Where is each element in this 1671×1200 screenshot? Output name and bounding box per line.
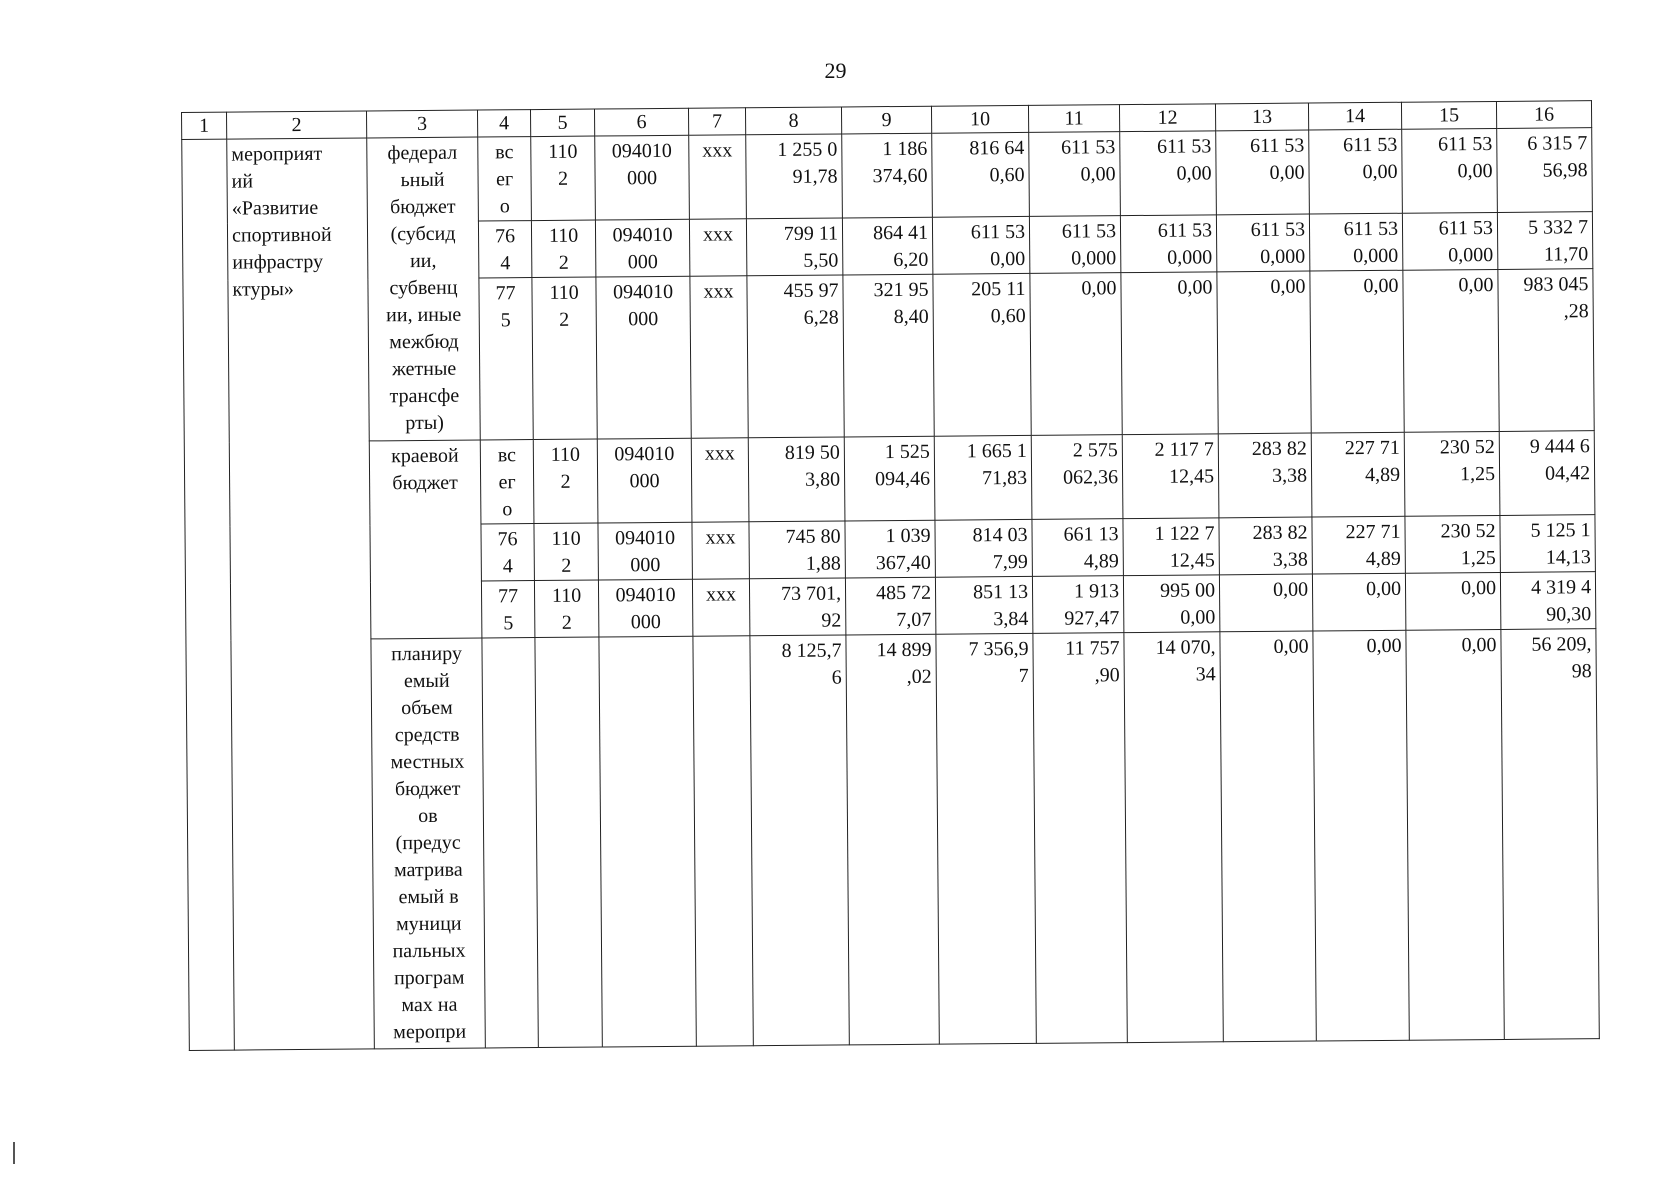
table-row (184, 431, 1595, 527)
value-cell: 0,00 (1406, 629, 1504, 1040)
source-regional-cell: краевой бюджет (369, 440, 482, 639)
value-cell: 611 53 0,000 (1029, 216, 1120, 274)
row-number-cell (182, 139, 235, 1050)
header-cell: 15 (1401, 101, 1496, 129)
grbs-cell: 77 5 (481, 581, 534, 638)
value-cell: 0,00 (1405, 572, 1500, 630)
section-cell: 110 2 (531, 220, 595, 278)
value-cell: 864 41 6,20 (842, 217, 932, 275)
value-cell: 0,00 (1030, 273, 1122, 436)
section-cell (535, 637, 602, 1048)
value-cell: 321 95 8,40 (843, 274, 934, 437)
value-cell: 0,00 (1121, 272, 1218, 435)
header-cell: 5 (530, 109, 594, 137)
target-article-cell: 094010 000 (598, 522, 692, 580)
value-cell: 745 80 1,88 (749, 521, 845, 579)
value-cell: 0,00 (1313, 630, 1409, 1041)
value-cell: 1 122 7 12,45 (1123, 518, 1219, 576)
expense-type-cell: ххх (692, 579, 749, 636)
target-article-cell: 094010 000 (595, 135, 690, 220)
value-cell: 14 070, 34 (1124, 632, 1223, 1043)
value-cell: 14 899 ,02 (846, 634, 939, 1045)
value-cell: 56 209, 98 (1501, 629, 1599, 1040)
target-article-cell: 094010 000 (598, 579, 692, 637)
section-cell: 110 2 (533, 439, 598, 524)
expense-type-cell: ххх (689, 219, 746, 276)
value-cell: 6 315 7 56,98 (1497, 128, 1593, 213)
section-cell: 110 2 (531, 136, 596, 221)
scan-margin-mark (13, 1142, 15, 1164)
target-article-cell: 094010 000 (597, 438, 692, 523)
expense-type-cell (693, 636, 753, 1046)
value-cell: 2 117 7 12,45 (1122, 434, 1219, 519)
value-cell: 611 53 0,000 (1120, 215, 1216, 273)
value-cell: 1 525 094,46 (844, 436, 935, 521)
header-cell: 2 (227, 111, 367, 139)
header-cell: 1 (182, 112, 227, 139)
value-cell: 5 332 7 11,70 (1497, 212, 1592, 270)
event-name-cell: мероприят ий «Развитие спортивной инфрастру ктуры» (227, 138, 375, 1050)
source-local-text: планиру емый объем средств местных бюджет ов (предус матрива емый в муници пальных програм мах на (390, 642, 466, 1017)
target-article-cell (599, 636, 696, 1047)
value-cell: 0,00 (1312, 573, 1405, 631)
value-cell: 5 125 1 14,13 (1500, 515, 1595, 573)
source-federal-cell: федерал ьный бюджет (субсид ии, субвенц ии, иные межбюд жетные трансфе рты) (367, 137, 481, 441)
value-cell: 455 97 6,28 (747, 275, 844, 438)
value-cell: 0,00 (1310, 270, 1404, 433)
value-cell: 7 356,9 7 (936, 633, 1036, 1044)
expense-type-cell: ххх (692, 522, 749, 579)
value-cell: 816 64 0,60 (932, 132, 1030, 217)
header-cell: 8 (745, 107, 841, 135)
value-cell: 0,00 (1217, 271, 1311, 434)
section-cell: 110 2 (534, 580, 598, 638)
value-cell: 1 665 1 71,83 (934, 435, 1032, 520)
value-cell: 227 71 4,89 (1311, 432, 1405, 517)
section-cell: 110 2 (532, 277, 597, 440)
target-article-cell: 094010 000 (595, 219, 689, 277)
value-cell: 819 50 3,80 (748, 437, 845, 522)
value-cell: 1 186 374,60 (842, 133, 933, 218)
value-cell: 11 757 ,90 (1033, 633, 1127, 1044)
value-cell: 9 444 6 04,42 (1499, 431, 1595, 516)
value-cell: 799 11 5,50 (746, 218, 842, 276)
header-cell: 6 (594, 108, 688, 136)
source-local-cell (371, 638, 485, 1049)
value-cell: 283 82 3,38 (1218, 433, 1312, 518)
header-cell: 3 (366, 110, 477, 138)
value-cell: 0,00 (1403, 269, 1499, 432)
value-cell: 611 53 0,00 (1216, 130, 1310, 215)
value-cell: 73 701, 92 (749, 578, 845, 636)
value-cell: 230 52 1,25 (1405, 515, 1500, 573)
budget-table-wrapper (181, 100, 1600, 1051)
header-cell: 13 (1215, 103, 1308, 131)
value-cell: 205 11 0,60 (933, 273, 1031, 436)
value-cell: 611 53 0,00 (1029, 132, 1121, 217)
value-cell: 611 53 0,00 (1309, 129, 1403, 214)
grbs-cell (482, 638, 538, 1048)
value-cell: 1 913 927,47 (1032, 576, 1123, 634)
expense-type-cell: ххх (690, 276, 748, 438)
value-cell: 851 13 3,84 (935, 576, 1032, 634)
header-cell: 10 (931, 105, 1028, 133)
value-cell: 814 03 7,99 (935, 519, 1032, 577)
grbs-cell: 76 4 (478, 221, 531, 278)
header-cell: 16 (1496, 101, 1591, 129)
target-article-cell: 094010 000 (596, 276, 691, 439)
value-cell: 1 039 367,40 (845, 520, 935, 578)
value-cell: 4 319 4 90,30 (1500, 572, 1595, 630)
header-cell: 12 (1119, 104, 1215, 132)
section-cell: 110 2 (534, 523, 598, 581)
grbs-cell: вс ег о (480, 440, 534, 524)
value-cell: 0,00 (1220, 631, 1316, 1042)
value-cell: 8 125,7 6 (750, 635, 849, 1046)
table-row (186, 629, 1599, 1051)
value-cell: 611 53 0,000 (1402, 212, 1497, 270)
value-cell: 611 53 0,00 (932, 216, 1029, 274)
header-cell: 7 (688, 108, 745, 135)
expense-type-cell: ххх (691, 438, 749, 522)
value-cell: 230 52 1,25 (1404, 431, 1500, 516)
grbs-cell: 77 5 (479, 278, 533, 440)
value-cell: 983 045 ,28 (1498, 269, 1594, 432)
header-cell: 11 (1028, 105, 1119, 133)
grbs-cell: вс ег о (478, 137, 532, 221)
header-cell: 14 (1308, 102, 1401, 130)
value-cell: 485 72 7,07 (845, 577, 935, 635)
value-cell: 227 71 4,89 (1312, 516, 1405, 574)
value-cell: 995 00 0,00 (1123, 575, 1219, 633)
budget-table (181, 100, 1600, 1051)
grbs-cell: 76 4 (481, 524, 534, 581)
table-row (182, 128, 1593, 224)
header-cell: 9 (841, 106, 931, 134)
value-cell: 661 13 4,89 (1032, 519, 1123, 577)
value-cell: 1 255 0 91,78 (746, 134, 843, 219)
value-cell: 611 53 0,000 (1309, 213, 1402, 271)
expense-type-cell: ххх (689, 135, 747, 219)
page-number: 29 (824, 58, 847, 83)
value-cell: 2 575 062,36 (1031, 435, 1123, 520)
value-cell: 611 53 0,000 (1216, 214, 1309, 272)
value-cell: 0,00 (1219, 574, 1312, 632)
source-local-cut-text: меропри (393, 1020, 467, 1044)
value-cell: 283 82 3,38 (1219, 517, 1312, 575)
value-cell: 611 53 0,00 (1120, 131, 1217, 216)
value-cell: 611 53 0,00 (1402, 128, 1498, 213)
header-cell: 4 (477, 110, 530, 137)
